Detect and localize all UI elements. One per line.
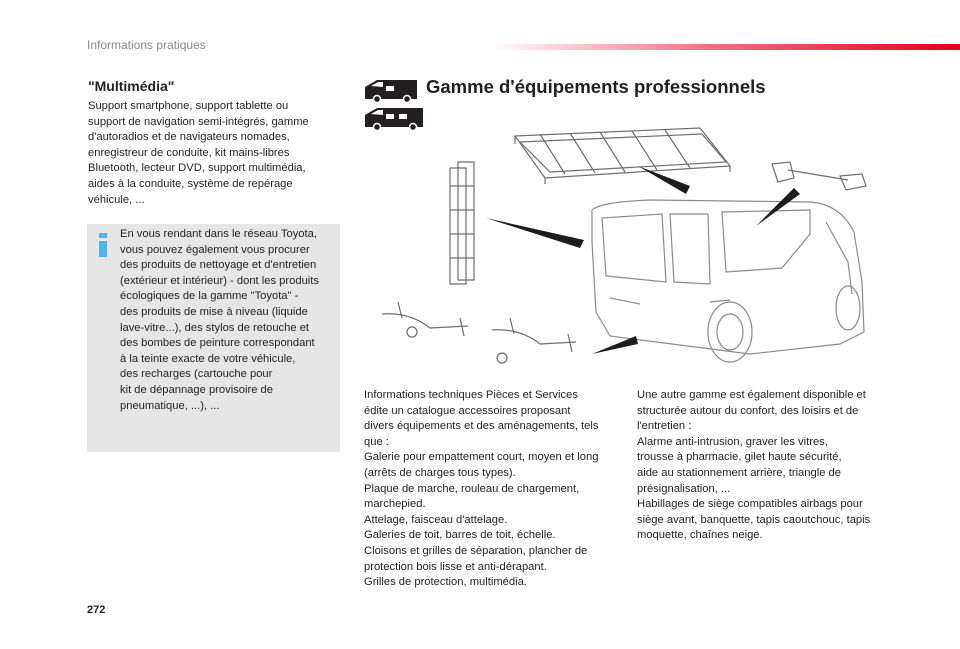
info-line: (extérieur et intérieur) - dont les produits bbox=[120, 274, 319, 287]
info-line: des bombes de peinture correspondant bbox=[120, 337, 315, 350]
van-icon bbox=[363, 78, 419, 102]
col2-line: Habillages de siège compatibles airbags pour bbox=[637, 498, 863, 511]
info-line: des produits de mise à niveau (liquide bbox=[120, 305, 308, 318]
col1-line: marchepied. bbox=[364, 498, 426, 511]
col2-line: trousse à pharmacie, gilet haute sécurité, bbox=[637, 451, 842, 464]
tow-bar-illustration bbox=[382, 302, 576, 363]
col1-line: Galeries de toit, barres de toit, échelle. bbox=[364, 529, 556, 542]
multimedia-heading: "Multimédia" bbox=[88, 78, 175, 94]
info-line: des recharges (cartouche pour bbox=[120, 368, 273, 381]
col1-line: protection bois lisse et anti-dérapant. bbox=[364, 560, 547, 573]
paragraph-line: Bluetooth, lecteur DVD, support multimédia, bbox=[88, 162, 306, 175]
header-rule bbox=[490, 44, 960, 50]
paragraph-line: aides à la conduite, système de repérage bbox=[88, 177, 293, 190]
col1-line: (arrêts de charges tous types). bbox=[364, 466, 516, 479]
equipment-column-1 bbox=[364, 388, 620, 591]
multimedia-paragraph bbox=[88, 99, 340, 208]
col1-line: que : bbox=[364, 435, 389, 448]
info-line: kit de dépannage provisoire de bbox=[120, 383, 274, 396]
col2-line: Alarme anti-intrusion, graver les vitres, bbox=[637, 435, 828, 448]
info-line: à la teinte exacte de votre véhicule, bbox=[120, 352, 296, 365]
equipment-heading: Gamme d'équipements professionnels bbox=[426, 76, 766, 97]
col1-line: Grilles de protection, multimédia. bbox=[364, 576, 527, 589]
col1-line: divers équipements et des aménagements, tels bbox=[364, 420, 599, 433]
paragraph-line: d'autoradios et de navigateurs nomades, bbox=[88, 131, 290, 144]
roof-rack-illustration bbox=[515, 128, 730, 184]
info-line: En vous rendant dans le réseau Toyota, bbox=[120, 228, 317, 240]
paragraph-line: Support smartphone, support tablette ou bbox=[88, 100, 289, 112]
header-title: Informations pratiques bbox=[87, 38, 206, 52]
col2-line: aide au stationnement arrière, triangle de bbox=[637, 466, 841, 479]
info-line: écologiques de la gamme "Toyota" - bbox=[120, 290, 299, 303]
equipment-column-2 bbox=[637, 388, 899, 544]
paragraph-line: véhicule, ... bbox=[88, 193, 145, 206]
paragraph-line: enregistreur de conduite, kit mains-libres bbox=[88, 146, 290, 159]
ladder-illustration bbox=[450, 162, 474, 284]
col2-line: présignalisation, ... bbox=[637, 482, 731, 495]
equipment-illustration bbox=[370, 122, 890, 384]
info-line: pneumatique, ...), ... bbox=[120, 399, 220, 412]
col1-line: Attelage, faisceau d'attelage. bbox=[364, 513, 508, 526]
col1-line: Cloisons et grilles de séparation, plancher de bbox=[364, 544, 588, 557]
page-number: 272 bbox=[87, 604, 106, 616]
col2-line: moquette, chaînes neige. bbox=[637, 529, 763, 542]
col1-line: édite un catalogue accessoires proposant bbox=[364, 404, 571, 417]
info-box bbox=[87, 224, 340, 452]
paragraph-line: support de navigation semi-intégrés, gamme bbox=[88, 115, 309, 128]
col2-line: siège avant, banquette, tapis caoutchouc, tapis bbox=[637, 513, 871, 526]
col2-line: Une autre gamme est également disponible et bbox=[637, 389, 866, 401]
col2-line: l'entretien : bbox=[637, 420, 692, 433]
col2-line: structurée autour du confort, des loisirs et de bbox=[637, 404, 859, 417]
col1-line: Galerie pour empattement court, moyen et long bbox=[364, 451, 599, 464]
info-line: des produits de nettoyage et d'entretien bbox=[120, 259, 317, 272]
info-line: lave-vitre...), des stylos de retouche et bbox=[120, 321, 310, 334]
roof-bars-illustration bbox=[772, 162, 866, 190]
info-text bbox=[120, 227, 338, 414]
col1-line: Plaque de marche, rouleau de chargement, bbox=[364, 482, 580, 495]
col1-line: Informations techniques Pièces et Services bbox=[364, 389, 578, 401]
info-icon bbox=[96, 233, 110, 257]
info-line: vous pouvez également vous procurer bbox=[120, 243, 310, 256]
